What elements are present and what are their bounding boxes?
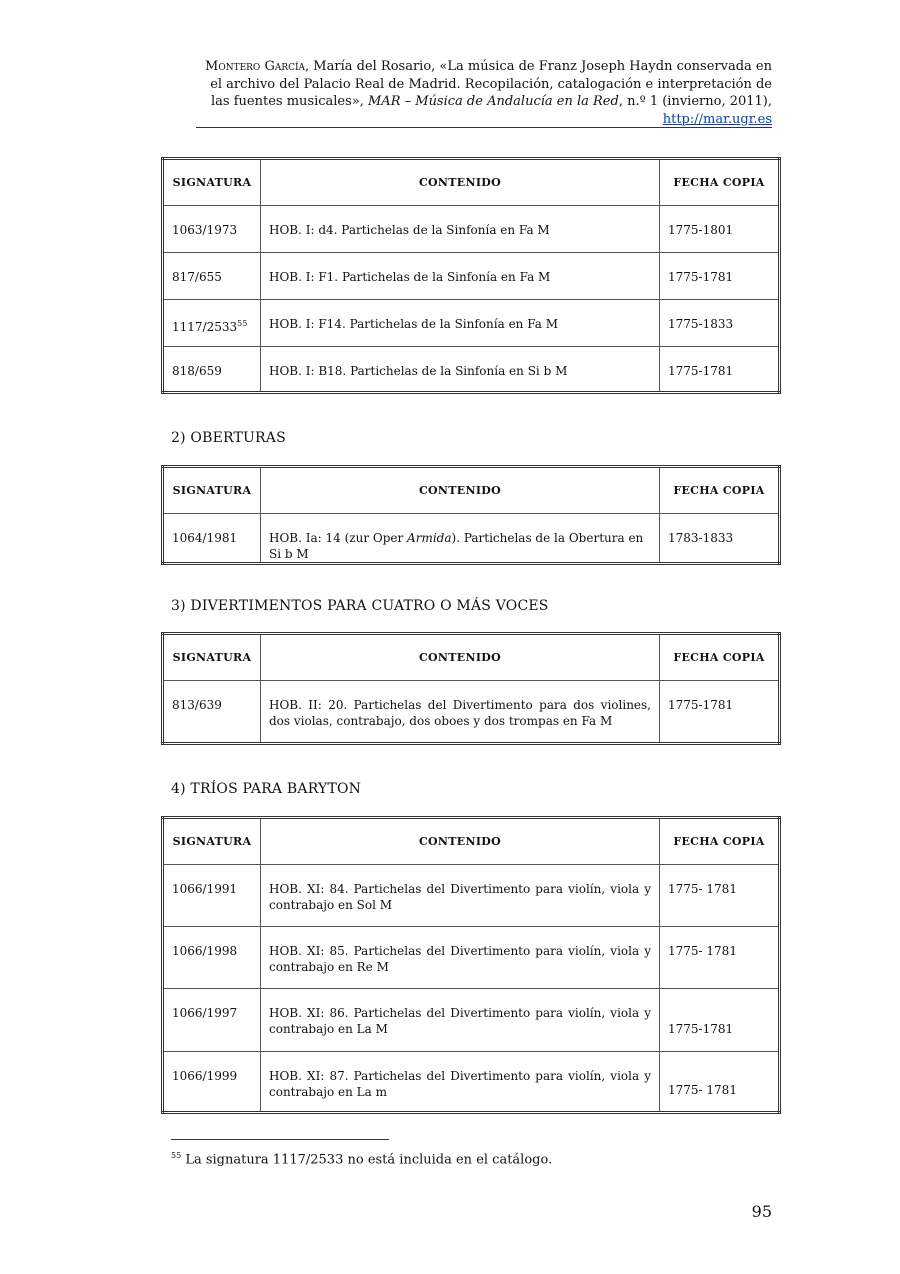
signatura-cell: 818/659 <box>163 347 261 393</box>
footnote-divider <box>171 1139 389 1140</box>
content-cell: HOB. I: F1. Partichelas de la Sinfonía en Fa M <box>261 253 660 300</box>
column-header-signatura: SIGNATURA <box>163 634 261 681</box>
citation-text-2: , n.º 1 (invierno, 2011), <box>618 94 772 109</box>
date-cell: 1775- 1781 <box>660 927 780 989</box>
signatura-cell: 1066/1999 <box>163 1052 261 1113</box>
signatura-text: 1117/2533 <box>172 320 238 334</box>
section-heading-divertimentos: 3) DIVERTIMENTOS PARA CUATRO O MÁS VOCES <box>171 598 549 614</box>
footnote-ref: 55 <box>237 319 248 328</box>
table-row <box>163 300 780 347</box>
content-cell: HOB. XI: 85. Partichelas del Divertimento para violín, viola y contrabajo en Re M <box>261 927 660 989</box>
signatura-cell: 817/655 <box>163 253 261 300</box>
symphonies-table <box>161 157 781 394</box>
divertimentos-table <box>161 632 781 745</box>
date-cell: 1783-1833 <box>660 514 780 564</box>
table-row <box>163 927 780 989</box>
date-cell: 1775- 1781 <box>660 865 780 927</box>
table-row <box>163 865 780 927</box>
signatura-cell: 1064/1981 <box>163 514 261 564</box>
column-header-contenido: CONTENIDO <box>261 159 660 206</box>
signatura-cell: 813/639 <box>163 681 261 744</box>
baryton-trios-table <box>161 816 781 1114</box>
content-text-a: HOB. Ia: 14 (zur Oper <box>269 531 408 545</box>
footnote-text: La signatura 1117/2533 no está incluida en el catálogo. <box>181 1152 553 1168</box>
content-cell: HOB. XI: 84. Partichelas del Divertimento para violín, viola y contrabajo en Sol M <box>261 865 660 927</box>
citation-text-1: , María del Rosario, «La música de Franz Joseph Haydn conservada en el archivo del Palacio Real de Madrid. Recopilación, catalogación e interpretación de las fuentes musicales», <box>210 59 772 109</box>
column-header-fecha: FECHA COPIA <box>660 467 780 514</box>
section-heading-trios: 4) TRÍOS PARA BARYTON <box>171 781 362 797</box>
content-text-b: ). Partichelas de la Obertura en Si b M <box>269 531 644 561</box>
section-heading-oberturas: 2) OBERTURAS <box>171 430 286 446</box>
table-row <box>163 1052 780 1113</box>
table-header-row <box>163 467 780 514</box>
signatura-cell <box>163 300 261 347</box>
column-header-signatura: SIGNATURA <box>163 467 261 514</box>
content-cell: HOB. I: d4. Partichelas de la Sinfonía en Fa M <box>261 206 660 253</box>
signatura-cell: 1066/1991 <box>163 865 261 927</box>
footnote-number: 55 <box>171 1151 182 1160</box>
date-cell: 1775-1801 <box>660 206 780 253</box>
opera-title: Armida <box>407 531 452 545</box>
column-header-signatura: SIGNATURA <box>163 159 261 206</box>
content-cell: HOB. XI: 86. Partichelas del Divertimento para violín, viola y contrabajo en La M <box>261 989 660 1052</box>
table-header-row <box>163 818 780 865</box>
citation-header <box>196 58 772 128</box>
table-row <box>163 347 780 393</box>
date-cell: 1775-1781 <box>660 347 780 393</box>
column-header-contenido: CONTENIDO <box>261 467 660 514</box>
table-row <box>163 989 780 1052</box>
signatura-cell: 1066/1998 <box>163 927 261 989</box>
footnote <box>171 1151 552 1167</box>
column-header-contenido: CONTENIDO <box>261 818 660 865</box>
table-header-row <box>163 159 780 206</box>
column-header-fecha: FECHA COPIA <box>660 634 780 681</box>
column-header-contenido: CONTENIDO <box>261 634 660 681</box>
author-name: Montero García <box>205 59 306 74</box>
signatura-cell: 1063/1973 <box>163 206 261 253</box>
overtures-table <box>161 465 781 565</box>
table-row <box>163 681 780 744</box>
content-cell: HOB. II: 20. Partichelas del Divertimento para dos violines, dos violas, contrabajo, dos oboes y dos trompas en Fa M <box>261 681 660 744</box>
date-cell: 1775-1833 <box>660 300 780 347</box>
journal-title: MAR – Música de Andalucía en la Red <box>368 94 619 109</box>
content-cell: HOB. XI: 87. Partichelas del Divertimento para violín, viola y contrabajo en La m <box>261 1052 660 1113</box>
content-cell <box>261 514 660 564</box>
date-cell: 1775-1781 <box>660 681 780 744</box>
column-header-fecha: FECHA COPIA <box>660 159 780 206</box>
date-cell: 1775- 1781 <box>660 1052 780 1113</box>
header-divider <box>196 127 772 128</box>
date-cell: 1775-1781 <box>660 253 780 300</box>
column-header-signatura: SIGNATURA <box>163 818 261 865</box>
content-cell: HOB. I: F14. Partichelas de la Sinfonía en Fa M <box>261 300 660 347</box>
page-number: 95 <box>751 1202 772 1221</box>
table-row <box>163 206 780 253</box>
journal-link[interactable]: http://mar.ugr.es <box>662 111 772 127</box>
table-row <box>163 253 780 300</box>
table-header-row <box>163 634 780 681</box>
table-row <box>163 514 780 564</box>
content-cell: HOB. I: B18. Partichelas de la Sinfonía en Si b M <box>261 347 660 393</box>
signatura-cell: 1066/1997 <box>163 989 261 1052</box>
date-cell: 1775-1781 <box>660 989 780 1052</box>
column-header-fecha: FECHA COPIA <box>660 818 780 865</box>
